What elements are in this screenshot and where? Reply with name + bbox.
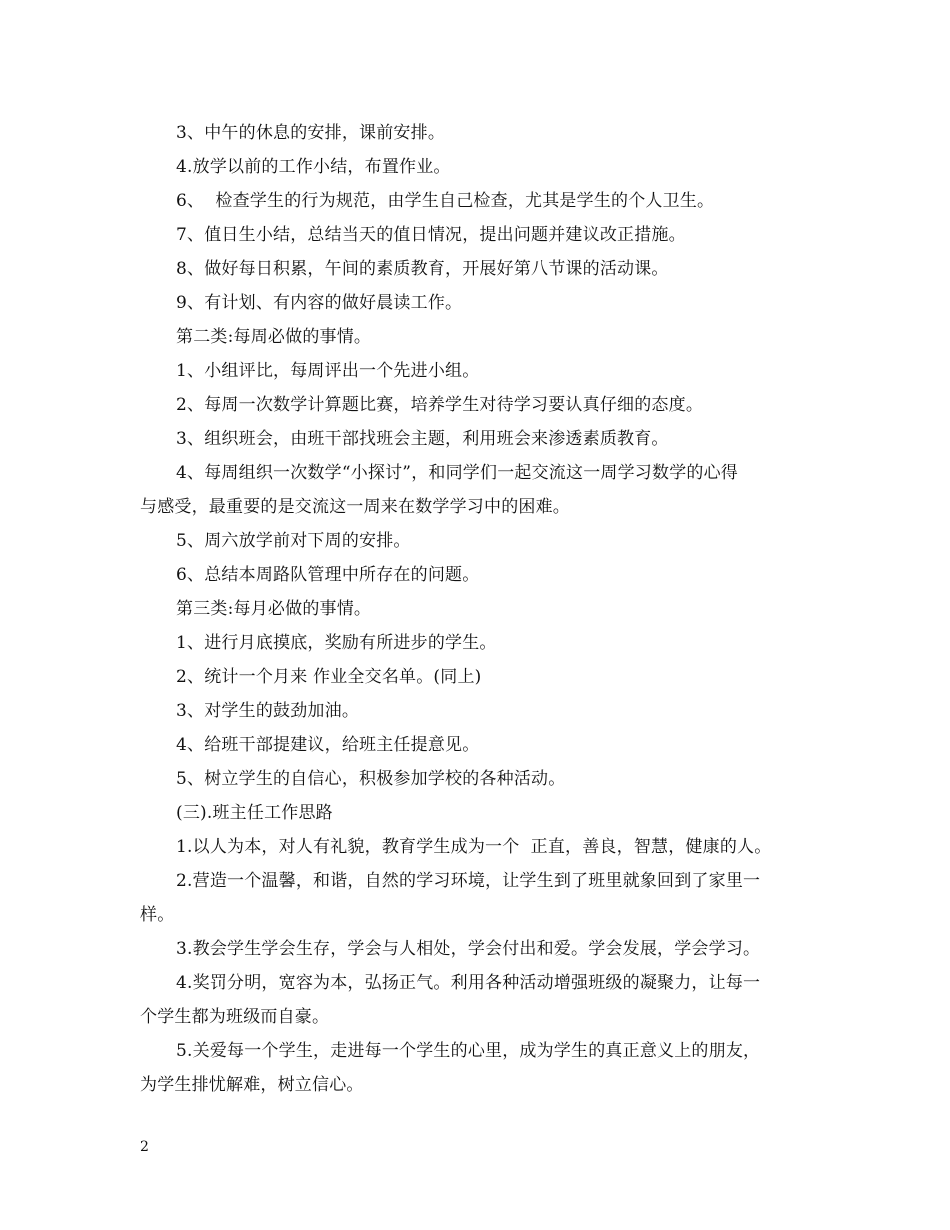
- paragraph-line: 4.奖罚分明，宽容为本，弘扬正气。利用各种活动增强班级的凝聚力，让每一: [176, 973, 761, 993]
- paragraph-line: 8、做好每日积累，午间的素质教育，开展好第八节课的活动课。: [176, 259, 669, 279]
- paragraph-continuation-line: 样。: [140, 905, 175, 925]
- paragraph-line: 3、对学生的鼓劲加油。: [176, 701, 360, 721]
- paragraph-line: 5、树立学生的自信心，积极参加学校的各种活动。: [176, 769, 566, 789]
- paragraph-line: 5.关爱每一个学生，走进每一个学生的心里，成为学生的真正意义上的朋友，: [176, 1041, 761, 1061]
- paragraph-line: 3.教会学生学会生存，学会与人相处，学会付出和爱。学会发展，学会学习。: [176, 939, 761, 959]
- section-heading: 第二类:每周必做的事情。: [176, 327, 372, 347]
- paragraph-line: 1、小组评比，每周评出一个先进小组。: [176, 361, 480, 381]
- paragraph-line: 3、组织班会，由班干部找班会主题，利用班会来渗透素质教育。: [176, 429, 669, 449]
- paragraph-line: 2、统计一个月来 作业全交名单。(同上): [176, 667, 482, 687]
- paragraph-line: 4、给班干部提建议，给班主任提意见。: [176, 735, 480, 755]
- document-body: [140, 116, 815, 1102]
- paragraph-continuation-line: 个学生都为班级而自豪。: [140, 1007, 330, 1027]
- page-number: 2: [140, 1139, 149, 1155]
- paragraph-line: 6、 检查学生的行为规范，由学生自己检查，尤其是学生的个人卫生。: [176, 191, 715, 211]
- paragraph-line: 7、值日生小结，总结当天的值日情况，提出问题并建议改正措施。: [176, 225, 686, 245]
- paragraph-continuation-line: 与感受，最重要的是交流这一周来在数学学习中的困难。: [140, 497, 570, 517]
- paragraph-line: 6、总结本周路队管理中所存在的问题。: [176, 565, 480, 585]
- paragraph-line: 2、每周一次数学计算题比赛，培养学生对待学习要认真仔细的态度。: [176, 395, 704, 415]
- paragraph-line: 4、每周组织一次数学“小探讨”，和同学们一起交流这一周学习数学的心得: [176, 463, 738, 483]
- paragraph-continuation-line: 为学生排忧解难，树立信心。: [140, 1075, 364, 1095]
- paragraph-line: 9、有计划、有内容的做好晨读工作。: [176, 293, 463, 313]
- paragraph-line: 4.放学以前的工作小结，布置作业。: [176, 157, 451, 177]
- paragraph-line: 5、周六放学前对下周的安排。: [176, 531, 411, 551]
- section-heading: 第三类:每月必做的事情。: [176, 599, 372, 619]
- paragraph-line: 1.以人为本，对人有礼貌，教育学生成为一个 正直，善良，智慧，健康的人。: [176, 837, 772, 857]
- paragraph-line: 1、进行月底摸底，奖励有所进步的学生。: [176, 633, 497, 653]
- paragraph-line: 2.营造一个温馨，和谐，自然的学习环境，让学生到了班里就象回到了家里一: [176, 871, 761, 891]
- section-heading: (三).班主任工作思路: [176, 803, 333, 823]
- paragraph-line: 3、中午的休息的安排，课前安排。: [176, 123, 446, 143]
